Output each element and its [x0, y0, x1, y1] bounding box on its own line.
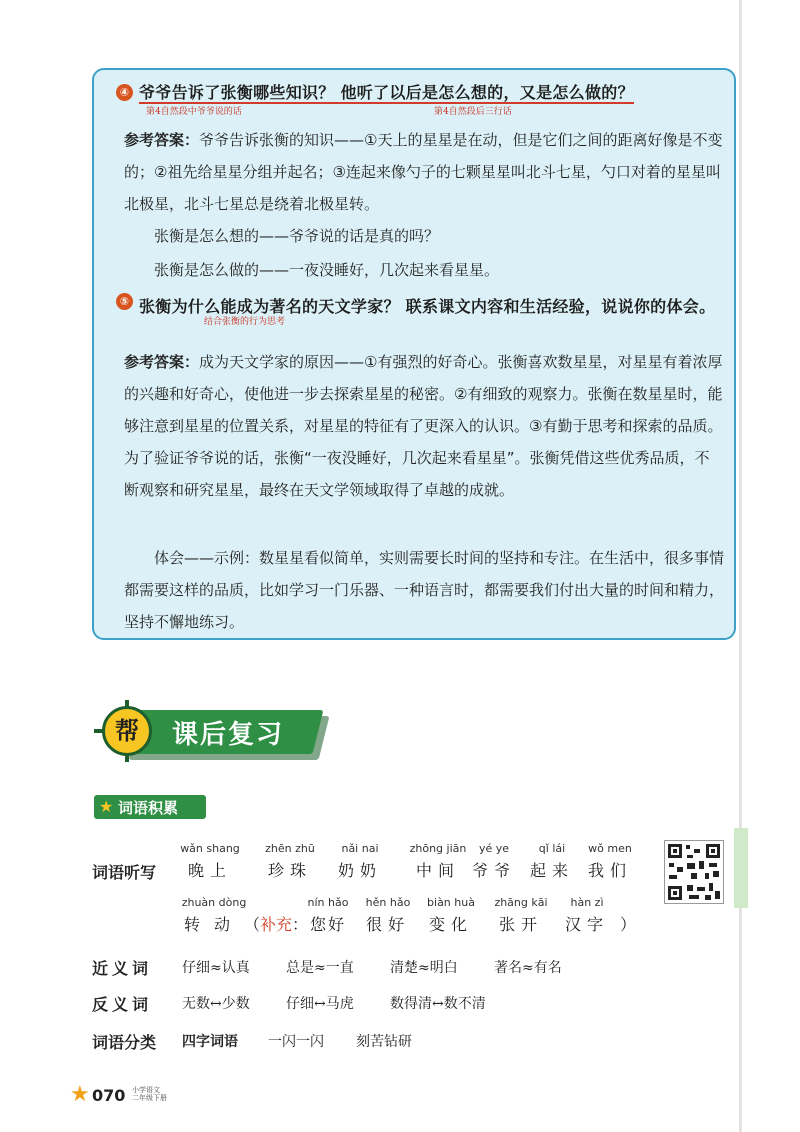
pinyin: nǎi nai — [341, 842, 379, 855]
page-edge-tab — [734, 828, 748, 908]
synonym-pair: 总是≈一直 — [286, 960, 354, 976]
question-number-icon: ④ — [116, 84, 133, 101]
supplement-close: ） — [620, 915, 637, 934]
handwritten-note: 第4自然段中爷爷说的话 — [146, 107, 242, 117]
supplement-label: 补充 — [260, 915, 293, 934]
pinyin: zhuàn dòng — [181, 896, 247, 909]
answer-5-text: 成为天文学家的原因——①有强烈的好奇心。张衡喜欢数星星，对星星有着浓厚的兴趣和好奇心，使他进一步去探索星星的秘密。②有细致的观察力。张衡在数星星时，能够注意到星星的位置关系，对星星的特征有了更深入的认识。③有勤于思考和探索的品质。为了验证爷爷说的话，张衡“一夜没睡好，几次起来看星星”。张衡凭借这些优秀品质，不断观察和研究星星，最终在天文学领域取得了卓越的成就。 — [124, 353, 723, 499]
pinyin: zhōng jiān — [409, 842, 467, 855]
pinyin: yé ye — [478, 842, 510, 855]
qr-code-graphic — [665, 841, 723, 903]
question-4 — [116, 80, 634, 103]
answer-4-do — [124, 254, 724, 286]
dictation-word — [486, 896, 556, 935]
answer-label: 参考答案： — [124, 353, 200, 371]
dictation-word — [178, 842, 242, 881]
section-badge: 帮 — [102, 706, 152, 756]
question-number-icon: ⑤ — [116, 293, 133, 310]
dictation-word — [552, 896, 622, 935]
hanzi: 爷爷 — [471, 861, 516, 880]
supplement-open — [244, 912, 308, 935]
classify-word: 刻苦钻研 — [356, 1034, 412, 1050]
answer-5-reflection: 体会——示例：数星星看似简单，实则需要长时间的坚持和专注。在生活中，很多事情都需要这样的品质，比如学习一门乐器、一种语言时，都需要我们付出大量的时间和精力，坚持不懈地练习。 — [124, 549, 724, 631]
answer-label: 参考答案： — [124, 131, 200, 149]
hanzi: 变化 — [428, 915, 473, 934]
question-4-text: 爷爷告诉了张衡哪些知识？ 他听了以后是怎么想的，又是怎么做的？ — [139, 83, 634, 102]
hanzi: 我们 — [587, 861, 632, 880]
pinyin: zhāng kāi — [494, 896, 548, 909]
sub-section-tag — [94, 795, 206, 819]
hanzi: 很好 — [365, 915, 410, 934]
hanzi: 张开 — [498, 915, 543, 934]
synonyms-label: 近义词 — [92, 959, 153, 978]
classify-word: 一闪一闪 — [268, 1034, 324, 1050]
dictation-label: 词语听写 — [92, 863, 157, 882]
dictation-word — [258, 842, 322, 881]
synonym-pair: 仔细≈认真 — [182, 960, 250, 976]
supplement-sep: ： — [292, 915, 309, 934]
dictation-word — [300, 896, 356, 935]
pinyin: wǒ men — [588, 842, 632, 855]
page-number: 070 — [92, 1086, 126, 1105]
dictation-word — [416, 896, 486, 935]
answer-4-do-text: 张衡是怎么做的——一夜没睡好，几次起来看星星。 — [154, 261, 500, 279]
hanzi: 晚上 — [187, 861, 232, 880]
synonym-pair: 清楚≈明白 — [390, 960, 458, 976]
handwritten-note: 结合张衡的行为思考 — [204, 317, 286, 327]
dictation-word — [356, 896, 420, 935]
dictation-word — [520, 842, 584, 881]
hanzi: 中间 — [415, 861, 460, 880]
antonym-pair: 仔细↔马虎 — [286, 996, 354, 1012]
answer-5 — [124, 346, 724, 538]
antonyms-label: 反义词 — [92, 995, 153, 1014]
series-name — [132, 1086, 167, 1102]
series-line: 小学语文 — [132, 1086, 160, 1094]
hanzi: 您好 — [309, 915, 346, 934]
pinyin: qǐ lái — [538, 842, 566, 855]
answer-box — [92, 68, 736, 640]
dictation-word — [174, 896, 254, 935]
supplement-paren: （ — [244, 915, 261, 934]
pinyin: zhēn zhū — [265, 842, 315, 855]
page-edge-line — [739, 0, 742, 1132]
dictation-word — [406, 842, 470, 881]
hanzi: 奶奶 — [337, 861, 382, 880]
dictation-word — [462, 842, 526, 881]
antonym-pair: 无数↔少数 — [182, 996, 250, 1012]
antonym-pair: 数得清↔数不清 — [390, 996, 486, 1012]
pinyin: hàn zì — [570, 896, 604, 909]
answer-4-think-text: 张衡是怎么想的——爷爷说的话是真的吗？ — [154, 227, 440, 245]
dictation-word — [578, 842, 642, 881]
hanzi: 起来 — [529, 861, 574, 880]
pinyin: biàn huà — [427, 896, 475, 909]
section-banner — [94, 700, 334, 762]
pinyin: wǎn shang — [180, 842, 240, 855]
star-icon: ★ — [70, 1082, 90, 1107]
classify-category: 四字词语 — [182, 1034, 238, 1050]
answer-4-text: 爷爷告诉张衡的知识——①天上的星星是在动，但是它们之间的距离好像是不变的；②祖先给星星分组并起名；③连起来像勺子的七颗星星叫北斗七星，勺口对着的星星叫北极星，北斗七星总是绕着北极星转。 — [124, 131, 723, 213]
pinyin: hěn hǎo — [365, 896, 411, 909]
badge-tick — [94, 729, 102, 733]
handwritten-note: 第4自然段后三行话 — [434, 107, 512, 117]
synonym-pair: 著名≈有名 — [494, 960, 562, 976]
star-icon: ★ — [99, 797, 114, 816]
answer-4 — [124, 124, 724, 220]
hanzi: 转动 — [183, 915, 244, 934]
question-5-text: 张衡为什么能成为著名的天文学家？ 联系课文内容和生活经验，说说你的体会。 — [139, 297, 716, 316]
section-title: 课后复习 — [172, 720, 285, 750]
sub-section-title: 词语积累 — [118, 799, 179, 817]
qr-code[interactable] — [664, 840, 724, 904]
classify-label: 词语分类 — [92, 1033, 157, 1052]
hanzi: 珍珠 — [267, 861, 312, 880]
series-line: 二年级下册 — [132, 1094, 167, 1102]
pinyin: nín hǎo — [307, 896, 349, 909]
dictation-word — [328, 842, 392, 881]
hanzi: 汉字 — [564, 915, 609, 934]
answer-4-think — [124, 220, 724, 252]
